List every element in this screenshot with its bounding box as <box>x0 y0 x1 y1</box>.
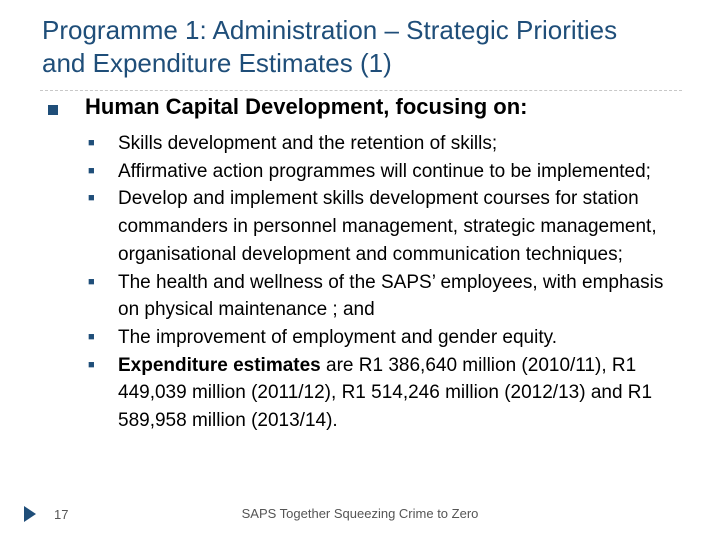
square-small-bullet-icon: ■ <box>88 358 95 371</box>
title-line-1: Programme 1: Administration – Strategic Priorities <box>42 15 618 45</box>
section-heading: Human Capital Development, focusing on: <box>85 94 528 119</box>
list-item <box>88 158 688 186</box>
list-item <box>88 352 688 435</box>
bullet-text: The health and wellness of the SAPS’ employees, with emphasis on physical maintenance ; and <box>118 271 664 321</box>
list-item <box>88 185 688 268</box>
bullet-text: Skills development and the retention of skills; <box>118 133 498 154</box>
page-number: 17 <box>54 507 69 522</box>
bullet-list <box>88 130 688 435</box>
square-small-bullet-icon: ■ <box>88 137 95 149</box>
bullet-text: Develop and implement skills development courses for station commanders in personnel management, strategic management, organisational development and communication techniques; <box>118 188 657 265</box>
square-small-bullet-icon: ■ <box>88 164 95 177</box>
bullet-bold-text: Expenditure estimates <box>118 354 321 376</box>
list-item <box>88 324 688 352</box>
square-small-bullet-icon: ■ <box>88 192 95 205</box>
title-divider <box>40 90 682 91</box>
footer-text: SAPS Together Squeezing Crime to Zero <box>241 506 479 521</box>
square-small-bullet-icon: ■ <box>88 330 95 343</box>
bullet-text: are R1 386,640 million (2010/11), R1 449,039 million (2011/12), R1 514,246 million (2012/13) and R1 589,958 million (2013/14). <box>118 354 653 432</box>
bullet-text: The improvement of employment and gender equity. <box>118 326 557 348</box>
bullet-text: Affirmative action programmes will continue to be implemented; <box>118 160 651 182</box>
slide-title <box>42 14 702 80</box>
list-item <box>88 130 688 158</box>
square-small-bullet-icon: ■ <box>88 275 95 288</box>
title-line-2: and Expenditure Estimates (1) <box>42 48 392 78</box>
list-item <box>88 269 688 324</box>
square-bullet-icon <box>48 105 58 115</box>
